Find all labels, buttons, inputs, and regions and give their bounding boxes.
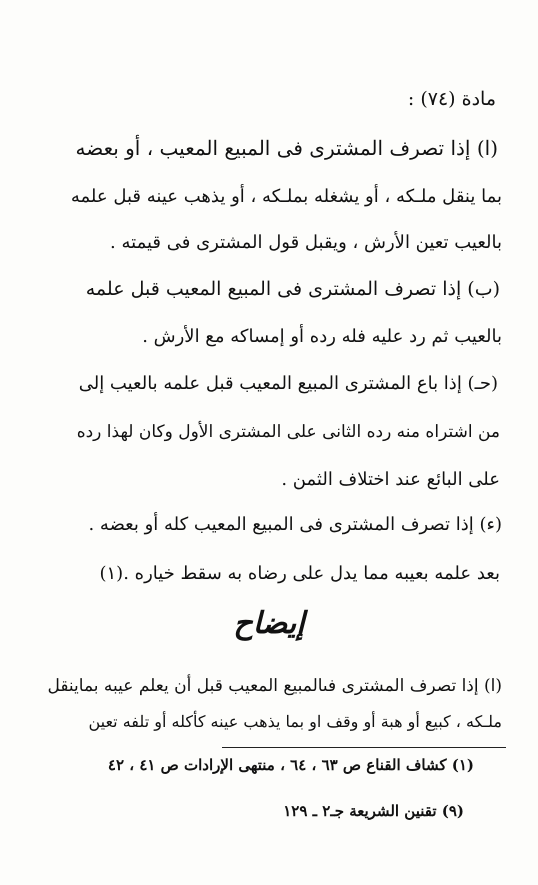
clause-c-line-3: على البائع عند اختلاف الثمن . [281,469,500,490]
explanation-line-2: ملـكه ، كبيع أو هبة أو وقف او بما يذهب عينه كأكله أو تلفه تعين [88,712,502,731]
clause-c-line-1: (حـ) إذا باع المشترى المبيع المعيب قبل علمه بالعيب إلى [78,373,498,394]
explanation-heading: إيضاح [233,606,305,641]
clause-b-line-2: بالعيب ثم رد عليه فله رده أو إمساكه مع الأرش . [142,326,502,347]
explanation-line-1: (ا) إذا تصرف المشترى فىالمبيع المعيب قبل أن يعلم عيبه بماينقل [47,676,502,696]
clause-d-line-2: بعد علمه بعيبه مما يدل على رضاه به سقط خياره .(١) [99,563,500,584]
clause-a-line-1: (ا) إذا تصرف المشترى فى المبيع المعيب ، أو بعضه [75,136,498,160]
article-title: مادة (٧٤) : [407,88,496,110]
clause-b-line-1: (ب) إذا تصرف المشترى فى المبيع المعيب قبل علمه [85,278,500,300]
footnote-divider [222,747,506,748]
clause-a-line-2: بما ينقل ملـكه ، أو يشغله بملـكه ، أو يذهب عينه قبل علمه [70,186,502,207]
footnote: (١) كشاف القناع ص ٦٣ ، ٦٤ ، منتهى الإرادات ص ٤١ ، ٤٢ [107,756,474,774]
page-footer: (٩) تقنين الشريعة جـ٢ ـ ١٢٩ [283,802,464,820]
clause-c-line-2: من اشتراه منه رده الثانى على المشترى الأول وكان لهذا رده [76,422,500,442]
clause-d-line-1: (ء) إذا تصرف المشترى فى المبيع المعيب كله أو بعضه . [88,514,502,535]
clause-a-line-3: بالعيب تعين الأرش ، ويقبل قول المشترى فى قيمته . [110,232,502,253]
